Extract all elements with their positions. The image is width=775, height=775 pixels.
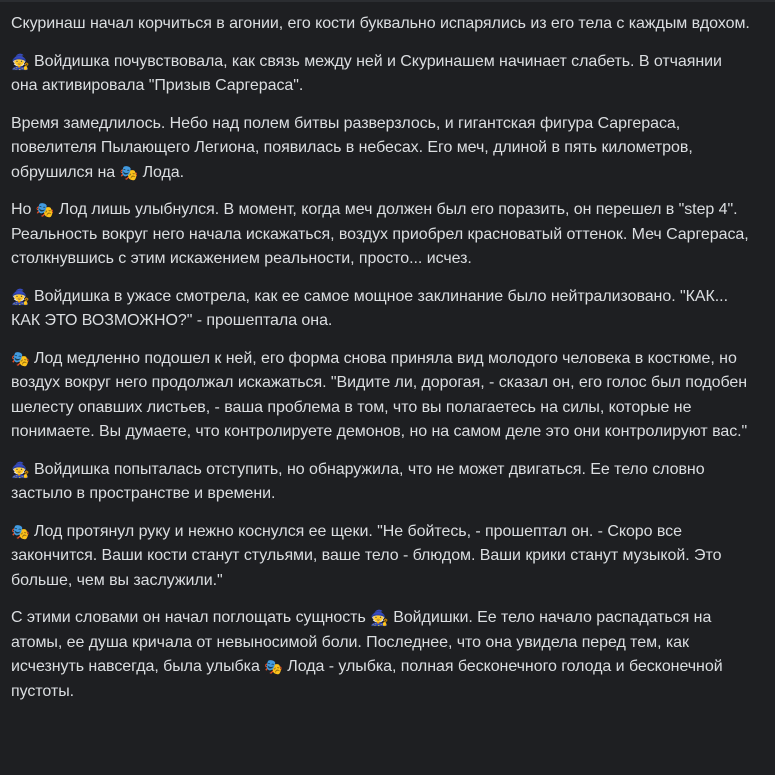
message-content xyxy=(11,12,751,717)
theater-masks-emoji-icon: 🎭 xyxy=(11,349,30,368)
message-paragraph xyxy=(11,12,751,37)
scrollbar[interactable] xyxy=(769,0,775,775)
message-paragraph xyxy=(11,112,751,186)
message-text: Но xyxy=(11,201,36,218)
mage-emoji-icon: 🧙 xyxy=(11,52,30,71)
mage-emoji-icon: 🧙 xyxy=(11,287,30,306)
message-text: Лод медленно подошел к ней, его форма снова приняла вид молодого человека в костюме, но воздух вокруг него продолжал искажаться. "Видите ли, дорогая, - сказал он, его голос был подобен шелесту опавших листьев, - ваша проблема в том, что вы полагаетесь на силы, которые не понимаете. Вы думаете, что контролируете демонов, но на самом деле это они контролируют вас." xyxy=(11,349,748,440)
message-text: Скуринаш начал корчиться в агонии, его кости буквально испарялись из его тела с каждым вдохом. xyxy=(11,15,750,32)
theater-masks-emoji-icon: 🎭 xyxy=(35,201,55,219)
message-paragraph xyxy=(11,347,751,445)
message-paragraph xyxy=(11,198,751,272)
message-text: Войдишка в ужасе смотрела, как ее самое мощное заклинание было нейтрализовано. "КАК... КАК ЭТО ВОЗМОЖНО?" - прошептала она. xyxy=(11,287,728,329)
message-text: С этими словами он начал поглощать сущность xyxy=(11,609,371,626)
theater-masks-emoji-icon: 🎭 xyxy=(11,522,30,541)
message-text: Лода. xyxy=(138,163,185,181)
message-text: Время замедлилось. Небо над полем битвы разверзлось, и гигантская фигура Саргераса, повелителя Пылающего Легиона, появилась в небесах. Его меч, длиной в пять километров, обрушился на xyxy=(11,114,693,181)
message-paragraph xyxy=(11,285,751,334)
message-text: Лод лишь улыбнулся. В момент, когда меч должен был его поразить, он перешел в "step 4". Реальность вокруг него начала искажаться, воздух приобрел красноватый оттенок. Меч Саргераса, столкнувшись с этим искажением реальности, просто... исчез. xyxy=(11,201,749,267)
mage-emoji-icon: 🧙 xyxy=(370,609,389,627)
theater-masks-emoji-icon: 🎭 xyxy=(264,658,283,676)
mage-emoji-icon: 🧙 xyxy=(11,460,30,479)
message-paragraph xyxy=(11,50,751,99)
theater-masks-emoji-icon: 🎭 xyxy=(119,163,139,182)
message-text: Войдишка почувствовала, как связь между ней и Скуринашем начинает слабеть. В отчаянии она активировала "Призыв Саргераса". xyxy=(11,52,722,94)
top-divider xyxy=(0,0,775,2)
message-text: Лода - улыбка, полная бесконечного голода и бесконечной пустоты. xyxy=(11,658,723,700)
message-text: Войдишка попыталась отступить, но обнаружила, что не может двигаться. Ее тело словно застыло в пространстве и времени. xyxy=(11,460,705,502)
message-paragraph xyxy=(11,606,751,704)
message-text: Лод протянул руку и нежно коснулся ее щеки. "Не бойтесь, - прошептал он. - Скоро все закончится. Ваши кости станут стульями, ваше тело - блюдом. Ваши крики станут музыкой. Это больше, чем вы заслужили." xyxy=(11,522,722,589)
message-paragraph xyxy=(11,458,751,507)
message-paragraph xyxy=(11,520,751,594)
message-text: Войдишки. Ее тело начало распадаться на атомы, ее душа кричала от невыносимой боли. Последнее, что она увидела перед тем, как исчезнуть навсегда, была улыбка xyxy=(11,609,712,675)
